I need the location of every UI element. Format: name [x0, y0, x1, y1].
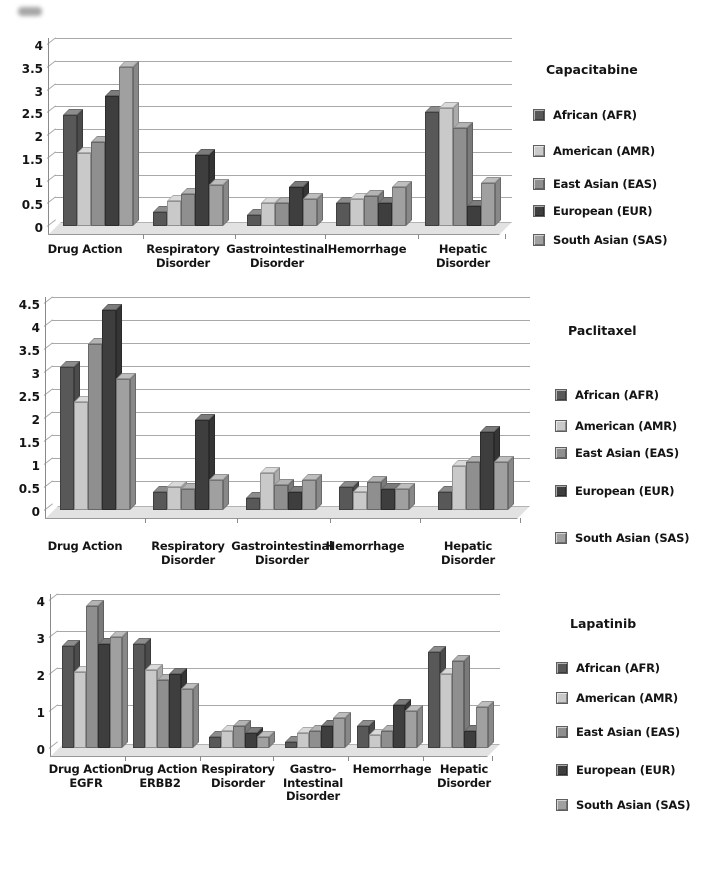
legend-label-amr: American (AMR)	[576, 691, 678, 705]
bar-front-face	[480, 432, 494, 510]
x-category-label-line: ERBB2	[139, 775, 181, 790]
bar-front-face	[353, 492, 367, 510]
x-category-label-line: Disorder	[210, 775, 265, 790]
bar-eas-3	[364, 196, 378, 226]
bar-front-face	[367, 482, 381, 510]
bar-amr-2	[260, 473, 274, 510]
bar-front-face	[381, 489, 395, 510]
bar-amr-5	[440, 674, 452, 748]
bar-afr-3	[336, 203, 350, 226]
bar-front-face	[350, 199, 364, 226]
y-tick-label: 1	[31, 459, 40, 473]
legend-entry-eur	[556, 763, 675, 777]
bar-front-face	[181, 489, 195, 510]
bar-amr-1	[167, 201, 181, 226]
legend-label-eas: East Asian (EAS)	[575, 446, 679, 460]
bar-sas-0	[116, 379, 130, 510]
bar-front-face	[119, 67, 133, 226]
bar-front-face	[63, 115, 77, 226]
bar-sas-4	[494, 462, 508, 510]
bar-sas-2	[303, 199, 317, 226]
bar-front-face	[102, 310, 116, 510]
bar-front-face	[452, 661, 464, 748]
y-axis-line	[50, 594, 51, 757]
y-tick-label: 0	[31, 505, 40, 519]
y-tick-label: 4	[34, 39, 43, 53]
bar-eas-0	[86, 606, 98, 748]
x-category-label	[402, 763, 526, 790]
bar-eur-0	[102, 310, 116, 510]
bar-eas-4	[381, 731, 393, 748]
bar-front-face	[494, 462, 508, 510]
bar-front-face	[333, 718, 345, 748]
legend-entry-eas	[556, 725, 680, 739]
legend-label-sas: South Asian (SAS)	[576, 798, 691, 812]
bar-front-face	[257, 737, 269, 748]
bar-amr-3	[297, 733, 309, 748]
bar-front-face	[105, 96, 119, 226]
bar-sas-5	[476, 707, 488, 748]
x-axis-tick	[125, 756, 126, 761]
bar-amr-2	[221, 731, 233, 748]
legend-label-afr: African (AFR)	[575, 388, 659, 402]
bar-eur-5	[464, 731, 476, 748]
legend-title-capacitabine: Capacitabine	[546, 62, 638, 77]
bar-front-face	[309, 731, 321, 748]
bar-front-face	[195, 155, 209, 226]
bar-eas-4	[466, 462, 480, 510]
bar-amr-1	[145, 670, 157, 748]
legend-label-eur: European (EUR)	[575, 484, 675, 498]
bar-front-face	[157, 680, 169, 748]
bar-eas-1	[181, 194, 195, 226]
bar-front-face	[110, 637, 122, 748]
bar-side-face	[406, 181, 412, 226]
bar-front-face	[481, 183, 495, 226]
bar-eur-2	[289, 187, 303, 226]
x-category-label-line: Hepatic	[439, 762, 489, 776]
x-category-label-line: EGFR	[69, 775, 103, 790]
bar-side-face	[122, 631, 128, 748]
bar-afr-2	[247, 215, 261, 226]
bar-side-face	[495, 177, 501, 226]
bar-sas-0	[110, 637, 122, 748]
bar-eur-0	[98, 644, 110, 748]
y-tick-label: 2.5	[18, 390, 40, 404]
y-tick-label: 2.5	[21, 107, 43, 122]
x-category-label-line: Disorder	[249, 255, 304, 270]
bar-side-face	[508, 456, 514, 510]
bar-sas-2	[257, 737, 269, 748]
bar-afr-3	[339, 487, 353, 510]
bar-amr-3	[353, 492, 367, 510]
bar-eur-2	[245, 733, 257, 748]
bar-front-face	[364, 196, 378, 226]
bar-amr-0	[74, 672, 86, 748]
bar-front-face	[288, 492, 302, 510]
bar-afr-0	[63, 115, 77, 226]
y-tick-label: 4	[31, 321, 40, 335]
x-category-label-line: Respiratory	[151, 539, 225, 553]
legend-label-sas: South Asian (SAS)	[575, 531, 690, 545]
bar-front-face	[466, 462, 480, 510]
bar-front-face	[289, 187, 303, 226]
bar-eur-1	[169, 674, 181, 748]
bar-front-face	[303, 199, 317, 226]
bar-eas-2	[275, 203, 289, 226]
bar-eas-5	[452, 661, 464, 748]
bar-side-face	[488, 701, 494, 748]
bar-sas-4	[481, 183, 495, 226]
legend-swatch-eas	[556, 726, 568, 738]
bar-front-face	[321, 726, 333, 748]
bar-front-face	[260, 473, 274, 510]
x-category-label-line: Disorder	[440, 552, 495, 567]
bar-front-face	[74, 402, 88, 510]
bar-front-face	[440, 674, 452, 748]
y-tick-label: 3.5	[21, 61, 43, 76]
legend-label-eur: European (EUR)	[576, 763, 676, 777]
x-category-label-line: Drug Action	[47, 539, 123, 553]
bar-front-face	[60, 367, 74, 510]
bar-eur-1	[195, 420, 209, 510]
x-axis-tick	[492, 756, 493, 761]
x-axis-tick	[423, 756, 424, 761]
x-category-label-line: Disorder	[285, 789, 340, 803]
legend-entry-afr	[556, 661, 660, 675]
x-category-label-line: Hepatic	[438, 242, 488, 256]
x-axis-tick	[348, 756, 349, 761]
bar-sas-3	[333, 718, 345, 748]
bar-front-face	[464, 731, 476, 748]
legend-title-paclitaxel: Paclitaxel	[568, 323, 637, 338]
y-tick-label: 2	[31, 413, 40, 427]
legend-swatch-amr	[556, 692, 568, 704]
bar-sas-1	[181, 689, 193, 748]
bar-front-face	[467, 206, 481, 226]
gridline	[57, 594, 500, 595]
bar-afr-4	[357, 726, 369, 748]
bar-side-face	[130, 373, 136, 510]
y-tick-label: 2	[36, 669, 45, 683]
bar-sas-3	[392, 187, 406, 226]
bar-front-face	[425, 112, 439, 226]
y-tick-label: 0	[36, 743, 45, 757]
y-tick-label: 3	[34, 84, 43, 99]
bar-eas-1	[181, 489, 195, 510]
x-category-label-line: Gastrointestinal	[226, 242, 328, 256]
y-tick-label: 0	[34, 221, 43, 235]
bar-front-face	[209, 737, 221, 748]
bar-eur-1	[195, 155, 209, 226]
bar-side-face	[193, 683, 199, 748]
bar-amr-0	[77, 153, 91, 226]
bar-front-face	[91, 142, 105, 226]
bar-sas-0	[119, 67, 133, 226]
bar-front-face	[336, 203, 350, 226]
bar-front-face	[246, 498, 260, 510]
bar-side-face	[345, 712, 351, 748]
bar-front-face	[297, 733, 309, 748]
x-category-label-line: Gastro-	[289, 762, 337, 776]
x-category-label-line: Drug Action	[48, 762, 124, 776]
legend-label-eur: European (EUR)	[553, 204, 653, 218]
bar-front-face	[393, 705, 405, 748]
bar-afr-1	[133, 644, 145, 748]
bar-eas-3	[367, 482, 381, 510]
bar-eas-2	[274, 485, 288, 510]
x-category-label-line: Hemorrhage	[325, 539, 405, 553]
bar-sas-3	[395, 489, 409, 510]
x-category-label-line: Disorder	[160, 552, 215, 567]
bar-front-face	[116, 379, 130, 510]
bar-front-face	[169, 674, 181, 748]
legend-swatch-sas	[556, 799, 568, 811]
bar-eas-3	[309, 731, 321, 748]
bar-sas-1	[209, 480, 223, 510]
y-tick-label: 2	[34, 130, 43, 144]
bar-eur-0	[105, 96, 119, 226]
bar-afr-4	[438, 492, 452, 510]
bar-front-face	[357, 726, 369, 748]
bar-front-face	[275, 203, 289, 226]
legend-label-afr: African (AFR)	[553, 108, 637, 122]
bar-front-face	[428, 652, 440, 748]
y-tick-label: 3	[36, 632, 45, 646]
bar-side-face	[316, 474, 322, 510]
bar-front-face	[452, 466, 466, 510]
bar-front-face	[98, 644, 110, 748]
bar-front-face	[392, 187, 406, 226]
legend-label-afr: African (AFR)	[576, 661, 660, 675]
bar-front-face	[378, 203, 392, 226]
bar-side-face	[223, 474, 229, 510]
bar-front-face	[405, 711, 417, 748]
bar-eur-4	[480, 432, 494, 510]
x-category-label-line: Gastrointestinal	[231, 539, 333, 553]
y-tick-label: 0.5	[18, 482, 40, 496]
bar-front-face	[233, 726, 245, 748]
bar-eur-3	[378, 203, 392, 226]
bar-front-face	[245, 733, 257, 748]
bar-front-face	[339, 487, 353, 510]
bar-front-face	[274, 485, 288, 510]
bar-front-face	[285, 742, 297, 748]
x-axis-tick	[200, 756, 201, 761]
bar-sas-2	[302, 480, 316, 510]
y-tick-label: 1	[36, 706, 45, 720]
bar-side-face	[417, 705, 423, 748]
bar-front-face	[181, 689, 193, 748]
bar-front-face	[381, 731, 393, 748]
bar-front-face	[453, 128, 467, 226]
legend-title-lapatinib: Lapatinib	[570, 616, 637, 631]
legend-entry-sas	[556, 798, 690, 812]
bar-front-face	[438, 492, 452, 510]
bar-front-face	[247, 215, 261, 226]
bar-afr-0	[60, 367, 74, 510]
bar-eas-0	[91, 142, 105, 226]
legend-swatch-eur	[556, 764, 568, 776]
bar-front-face	[476, 707, 488, 748]
bar-front-face	[302, 480, 316, 510]
bar-front-face	[133, 644, 145, 748]
x-category-label-line: Disorder	[436, 775, 491, 790]
bar-amr-4	[369, 735, 381, 748]
bar-front-face	[153, 212, 167, 226]
bar-afr-1	[153, 212, 167, 226]
y-tick-label: 4.5	[18, 298, 40, 312]
y-tick-label: 1.5	[18, 436, 40, 450]
x-category-label-line: Drug Action	[122, 762, 198, 776]
bar-amr-3	[350, 199, 364, 226]
bar-amr-4	[452, 466, 466, 510]
bar-afr-3	[285, 742, 297, 748]
legend-label-eas: East Asian (EAS)	[576, 725, 680, 739]
x-category-label-line: Respiratory	[146, 242, 220, 256]
bar-front-face	[167, 487, 181, 510]
legend-label-sas: South Asian (SAS)	[553, 233, 668, 247]
x-category-label-line: Hepatic	[443, 539, 493, 553]
bar-side-face	[223, 179, 229, 226]
y-tick-label: 1	[34, 175, 43, 190]
x-category-label-line: Disorder	[155, 255, 210, 270]
bar-afr-1	[153, 492, 167, 510]
legend-swatch-afr	[556, 662, 568, 674]
bar-front-face	[88, 344, 102, 510]
y-tick-label: 4	[36, 595, 45, 609]
y-tick-label: 3.5	[18, 344, 40, 358]
bar-afr-2	[246, 498, 260, 510]
legend-label-amr: American (AMR)	[553, 144, 655, 158]
bar-afr-4	[425, 112, 439, 226]
bar-side-face	[133, 61, 139, 226]
bar-front-face	[209, 480, 223, 510]
bar-sas-4	[405, 711, 417, 748]
bar-eur-3	[321, 726, 333, 748]
bar-front-face	[261, 203, 275, 226]
bar-eur-4	[467, 206, 481, 226]
bar-front-face	[209, 185, 223, 226]
bar-eas-1	[157, 680, 169, 748]
bar-front-face	[74, 672, 86, 748]
bar-front-face	[62, 646, 74, 748]
bar-front-face	[195, 420, 209, 510]
x-category-label-line: Respiratory	[201, 762, 275, 776]
x-category-label-line: Hemorrhage	[327, 242, 407, 256]
bar-eas-4	[453, 128, 467, 226]
legend-label-eas: East Asian (EAS)	[553, 177, 657, 191]
bar-front-face	[181, 194, 195, 226]
x-category-label-line: Intestinal	[283, 775, 343, 790]
bar-sas-1	[209, 185, 223, 226]
bar-eas-0	[88, 344, 102, 510]
x-axis-tick	[273, 756, 274, 761]
bar-amr-0	[74, 402, 88, 510]
bar-eur-3	[381, 489, 395, 510]
bar-eas-2	[233, 726, 245, 748]
bar-afr-0	[62, 646, 74, 748]
bar-front-face	[221, 731, 233, 748]
bar-front-face	[86, 606, 98, 748]
bar-front-face	[167, 201, 181, 226]
y-tick-label: 1.5	[21, 152, 43, 167]
bar-afr-2	[209, 737, 221, 748]
bar-front-face	[153, 492, 167, 510]
bar-amr-4	[439, 108, 453, 226]
x-category-label-line: Drug Action	[47, 242, 123, 256]
bar-front-face	[145, 670, 157, 748]
bar-eur-2	[288, 492, 302, 510]
x-category-label-line: Hemorrhage	[352, 762, 432, 776]
bar-front-face	[395, 489, 409, 510]
bar-eur-4	[393, 705, 405, 748]
bar-front-face	[369, 735, 381, 748]
bar-front-face	[439, 108, 453, 226]
bar-front-face	[77, 153, 91, 226]
x-category-label-line: Disorder	[435, 255, 490, 270]
bar-afr-5	[428, 652, 440, 748]
legend-label-amr: American (AMR)	[575, 419, 677, 433]
y-tick-label: 3	[31, 367, 40, 381]
bar-amr-2	[261, 203, 275, 226]
legend-entry-amr	[556, 691, 678, 705]
y-tick-label: 0.5	[21, 198, 43, 213]
bar-amr-1	[167, 487, 181, 510]
x-category-label-line: Disorder	[254, 552, 309, 567]
